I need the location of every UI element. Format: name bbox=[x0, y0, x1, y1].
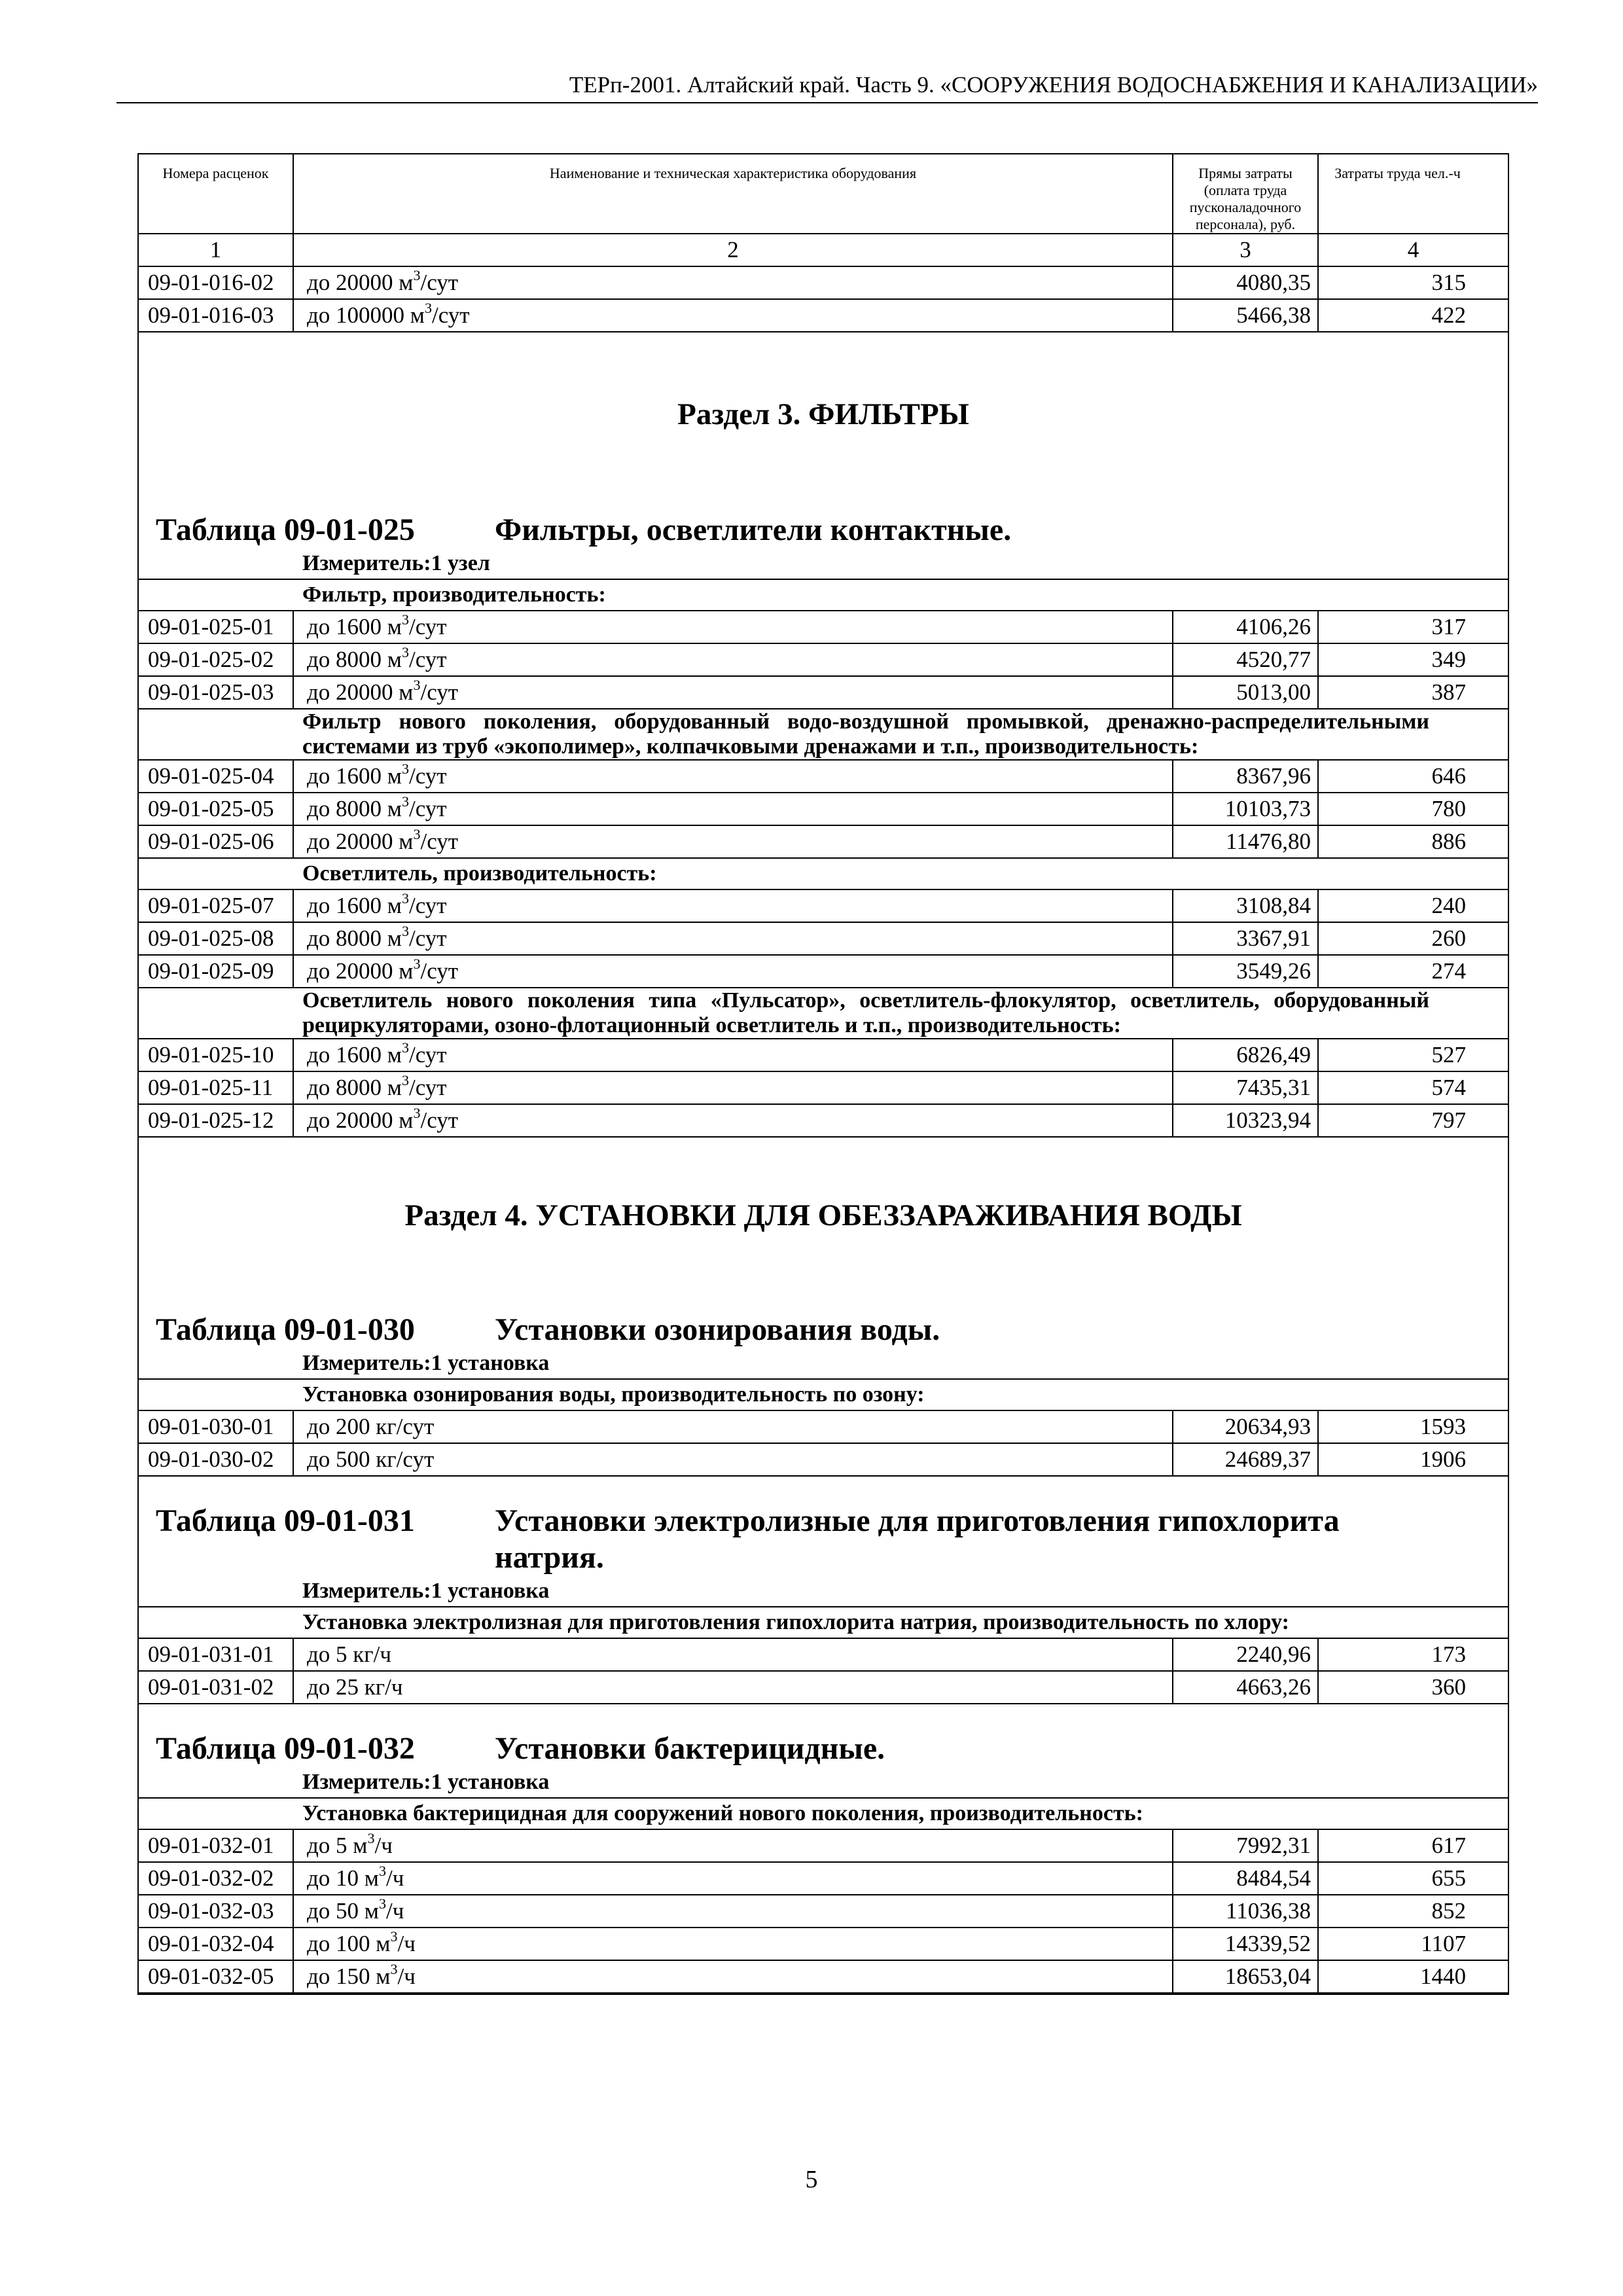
rate-name: до 25 кг/ч bbox=[293, 1671, 1173, 1704]
group-heading: Установка электролизная для приготовления гипохлорита натрия, производительность по хлору: bbox=[139, 1607, 1508, 1638]
rate-code: 09-01-025-09 bbox=[139, 955, 293, 988]
rate-labor: 360 bbox=[1318, 1671, 1508, 1704]
table-row bbox=[139, 266, 1508, 299]
rate-labor: 387 bbox=[1318, 676, 1508, 709]
rate-code: 09-01-025-06 bbox=[139, 825, 293, 858]
table-name: Фильтры, осветлители контактные. bbox=[495, 512, 1012, 547]
rate-name: до 1600 $м^3$/сут bbox=[293, 1039, 1173, 1071]
column-number-row bbox=[139, 234, 1508, 266]
col-number: 2 bbox=[293, 234, 1173, 266]
rate-code: 09-01-016-02 bbox=[139, 266, 293, 299]
table-row bbox=[139, 1039, 1508, 1071]
col-header-name: Наименование и техническая характеристика оборудования bbox=[293, 154, 1173, 234]
table-row bbox=[139, 1104, 1508, 1137]
group-heading-row bbox=[139, 1798, 1508, 1829]
rate-cost: 8367,96 bbox=[1173, 760, 1318, 793]
rate-labor: 260 bbox=[1318, 922, 1508, 955]
col-number: 4 bbox=[1318, 234, 1508, 266]
rate-name: до 150 $м^3/ч$ bbox=[293, 1960, 1173, 1993]
table-row bbox=[139, 760, 1508, 793]
rate-cost: 4080,35 bbox=[1173, 266, 1318, 299]
table-row bbox=[139, 889, 1508, 922]
rate-labor: 422 bbox=[1318, 299, 1508, 332]
rate-labor: 240 bbox=[1318, 889, 1508, 922]
rate-labor: 1906 bbox=[1318, 1443, 1508, 1476]
group-heading-row bbox=[139, 579, 1508, 611]
table-row bbox=[139, 825, 1508, 858]
table-title bbox=[139, 512, 1508, 548]
rate-name: до 1600 $м^3$/сут bbox=[293, 611, 1173, 643]
table-number: Таблица 09-01-025 bbox=[156, 512, 415, 547]
rate-labor: 173 bbox=[1318, 1638, 1508, 1671]
rate-code: 09-01-032-04 bbox=[139, 1928, 293, 1960]
group-heading-row bbox=[139, 709, 1508, 760]
column-header-table bbox=[139, 154, 1508, 332]
col-number: 3 bbox=[1173, 234, 1318, 266]
rate-labor: 349 bbox=[1318, 643, 1508, 676]
rate-code: 09-01-030-02 bbox=[139, 1443, 293, 1476]
rate-code: 09-01-025-12 bbox=[139, 1104, 293, 1137]
rate-cost: 5466,38 bbox=[1173, 299, 1318, 332]
table-row bbox=[139, 1960, 1508, 1993]
rate-cost: 6826,49 bbox=[1173, 1039, 1318, 1071]
rate-name: до 1600 $м^3$/сут bbox=[293, 889, 1173, 922]
table-09-01-025 bbox=[139, 579, 1508, 1138]
table-row bbox=[139, 1928, 1508, 1960]
rate-labor: 852 bbox=[1318, 1895, 1508, 1928]
col-header-labor: Затраты труда чел.-ч bbox=[1318, 154, 1508, 234]
table-title bbox=[139, 1503, 1508, 1576]
table-number: Таблица 09-01-032 bbox=[156, 1731, 415, 1766]
rate-name: до 200 кг/сут bbox=[293, 1410, 1173, 1443]
col-number: 1 bbox=[139, 234, 293, 266]
rate-labor: 1107 bbox=[1318, 1928, 1508, 1960]
rate-code: 09-01-025-07 bbox=[139, 889, 293, 922]
rate-labor: 317 bbox=[1318, 611, 1508, 643]
rate-labor: 780 bbox=[1318, 793, 1508, 825]
rate-labor: 527 bbox=[1318, 1039, 1508, 1071]
group-heading-row bbox=[139, 858, 1508, 889]
rate-cost: 24689,37 bbox=[1173, 1443, 1318, 1476]
rate-cost: 4106,26 bbox=[1173, 611, 1318, 643]
rate-code: 09-01-025-11 bbox=[139, 1071, 293, 1104]
rate-code: 09-01-031-01 bbox=[139, 1638, 293, 1671]
table-title bbox=[139, 1731, 1508, 1767]
section-title: Раздел 4. УСТАНОВКИ ДЛЯ ОБЕЗЗАРАЖИВАНИЯ ВОДЫ bbox=[404, 1198, 1242, 1232]
table-measure: Измеритель:1 установка bbox=[302, 1770, 550, 1794]
group-heading-row bbox=[139, 988, 1508, 1039]
column-header-row bbox=[139, 154, 1508, 234]
group-heading-row bbox=[139, 1379, 1508, 1410]
rate-labor: 886 bbox=[1318, 825, 1508, 858]
rate-code: 09-01-030-01 bbox=[139, 1410, 293, 1443]
rate-cost: 11036,38 bbox=[1173, 1895, 1318, 1928]
rate-code: 09-01-032-05 bbox=[139, 1960, 293, 1993]
rate-code: 09-01-025-08 bbox=[139, 922, 293, 955]
rate-name: до 8000 $м^3$/сут bbox=[293, 643, 1173, 676]
rate-code: 09-01-025-10 bbox=[139, 1039, 293, 1071]
rate-name: до 20000 $м^3$/сут bbox=[293, 825, 1173, 858]
table-row bbox=[139, 1410, 1508, 1443]
rate-cost: 3549,26 bbox=[1173, 955, 1318, 988]
rate-code: 09-01-025-03 bbox=[139, 676, 293, 709]
table-measure: Измеритель:1 установка bbox=[302, 1351, 550, 1375]
table-title bbox=[139, 1312, 1508, 1348]
table-09-01-031 bbox=[139, 1606, 1508, 1704]
table-name: Установки озонирования воды. bbox=[495, 1312, 940, 1347]
table-number: Таблица 09-01-030 bbox=[156, 1312, 415, 1347]
rate-cost: 14339,52 bbox=[1173, 1928, 1318, 1960]
table-row bbox=[139, 793, 1508, 825]
rate-labor: 1440 bbox=[1318, 1960, 1508, 1993]
table-name: Установки бактерицидные. bbox=[495, 1731, 885, 1766]
running-header: ТЕРп-2001. Алтайский край. Часть 9. «СООРУЖЕНИЯ ВОДОСНАБЖЕНИЯ И КАНАЛИЗАЦИИ» bbox=[116, 71, 1538, 103]
rate-labor: 617 bbox=[1318, 1829, 1508, 1862]
group-heading: Осветлитель нового поколения типа «Пульсатор», осветлитель-флокулятор, осветлитель, оборудованный рециркуляторами, озоно-флотационный осветлитель и т.п., производительность: bbox=[139, 988, 1508, 1039]
group-heading: Фильтр, производительность: bbox=[139, 579, 1508, 611]
rate-cost: 4520,77 bbox=[1173, 643, 1318, 676]
rate-code: 09-01-025-04 bbox=[139, 760, 293, 793]
rate-cost: 4663,26 bbox=[1173, 1671, 1318, 1704]
rate-cost: 8484,54 bbox=[1173, 1862, 1318, 1895]
table-row bbox=[139, 1443, 1508, 1476]
rate-code: 09-01-032-01 bbox=[139, 1829, 293, 1862]
rate-cost: 10103,73 bbox=[1173, 793, 1318, 825]
table-row bbox=[139, 676, 1508, 709]
rate-name: до 50 $м^3/ч$ bbox=[293, 1895, 1173, 1928]
rate-name: до 8000 $м^3$/сут bbox=[293, 1071, 1173, 1104]
table-row bbox=[139, 922, 1508, 955]
rate-code: 09-01-025-05 bbox=[139, 793, 293, 825]
rate-cost: 20634,93 bbox=[1173, 1410, 1318, 1443]
group-heading: Установка бактерицидная для сооружений нового поколения, производительность: bbox=[139, 1798, 1508, 1829]
rate-name: до 5 $м^3/ч$ bbox=[293, 1829, 1173, 1862]
table-row bbox=[139, 1071, 1508, 1104]
rate-cost: 18653,04 bbox=[1173, 1960, 1318, 1993]
rate-name: до 500 кг/сут bbox=[293, 1443, 1173, 1476]
rates-frame bbox=[137, 153, 1509, 1995]
rate-cost: 2240,96 bbox=[1173, 1638, 1318, 1671]
table-09-01-030 bbox=[139, 1378, 1508, 1477]
rate-name: до 20000 $м^3$/сут bbox=[293, 955, 1173, 988]
rate-labor: 274 bbox=[1318, 955, 1508, 988]
rate-code: 09-01-032-02 bbox=[139, 1862, 293, 1895]
rate-name: до 20000 $м^3$/сут bbox=[293, 266, 1173, 299]
group-heading: Осветлитель, производительность: bbox=[139, 858, 1508, 889]
rate-labor: 797 bbox=[1318, 1104, 1508, 1137]
table-row bbox=[139, 1638, 1508, 1671]
table-row bbox=[139, 955, 1508, 988]
table-row bbox=[139, 299, 1508, 332]
rate-name: до 8000 $м^3$/сут bbox=[293, 922, 1173, 955]
group-heading: Установка озонирования воды, производительность по озону: bbox=[139, 1379, 1508, 1410]
rate-labor: 646 bbox=[1318, 760, 1508, 793]
rate-name: до 8000 $м^3$/сут bbox=[293, 793, 1173, 825]
rate-name: до 100000 $м^3$/сут bbox=[293, 299, 1173, 332]
group-heading-row bbox=[139, 1607, 1508, 1638]
rate-name: до 20000 $м^3$/сут bbox=[293, 1104, 1173, 1137]
page-number: 5 bbox=[805, 2166, 818, 2193]
table-row bbox=[139, 1829, 1508, 1862]
table-row bbox=[139, 1895, 1508, 1928]
rate-code: 09-01-025-02 bbox=[139, 643, 293, 676]
table-measure: Измеритель:1 узел bbox=[302, 551, 490, 575]
table-row bbox=[139, 643, 1508, 676]
rate-code: 09-01-016-03 bbox=[139, 299, 293, 332]
rate-cost: 10323,94 bbox=[1173, 1104, 1318, 1137]
table-name: Установки электролизные для приготовления гипохлорита натрия. bbox=[495, 1503, 1340, 1575]
rate-cost: 5013,00 bbox=[1173, 676, 1318, 709]
rate-code: 09-01-031-02 bbox=[139, 1671, 293, 1704]
table-row bbox=[139, 1862, 1508, 1895]
rate-cost: 3367,91 bbox=[1173, 922, 1318, 955]
rate-labor: 574 bbox=[1318, 1071, 1508, 1104]
col-header-cost: Прямы затраты (оплата труда пусконаладочного персонала), руб. bbox=[1173, 154, 1318, 234]
rate-name: до 10 $м^3/ч$ bbox=[293, 1862, 1173, 1895]
rate-cost: 7992,31 bbox=[1173, 1829, 1318, 1862]
rate-labor: 315 bbox=[1318, 266, 1508, 299]
rate-labor: 655 bbox=[1318, 1862, 1508, 1895]
rate-code: 09-01-025-01 bbox=[139, 611, 293, 643]
rate-labor: 1593 bbox=[1318, 1410, 1508, 1443]
col-header-codes: Номера расценок bbox=[139, 154, 293, 234]
rate-name: до 1600 $м^3$/сут bbox=[293, 760, 1173, 793]
table-row bbox=[139, 611, 1508, 643]
rate-cost: 3108,84 bbox=[1173, 889, 1318, 922]
rate-cost: 11476,80 bbox=[1173, 825, 1318, 858]
rate-name: до 100 $м^3/ч$ bbox=[293, 1928, 1173, 1960]
rate-code: 09-01-032-03 bbox=[139, 1895, 293, 1928]
table-09-01-032 bbox=[139, 1797, 1508, 1994]
rate-name: до 20000 $м^3$/сут bbox=[293, 676, 1173, 709]
rate-name: до 5 кг/ч bbox=[293, 1638, 1173, 1671]
rate-cost: 7435,31 bbox=[1173, 1071, 1318, 1104]
group-heading: Фильтр нового поколения, оборудованный водо-воздушной промывкой, дренажно-распределительными системами из труб «экополимер», колпачковыми дренажами и т.п., производительность: bbox=[139, 709, 1508, 760]
section-title: Раздел 3. ФИЛЬТРЫ bbox=[677, 397, 969, 431]
table-number: Таблица 09-01-031 bbox=[156, 1503, 415, 1538]
table-row bbox=[139, 1671, 1508, 1704]
table-measure: Измеритель:1 установка bbox=[302, 1579, 550, 1603]
